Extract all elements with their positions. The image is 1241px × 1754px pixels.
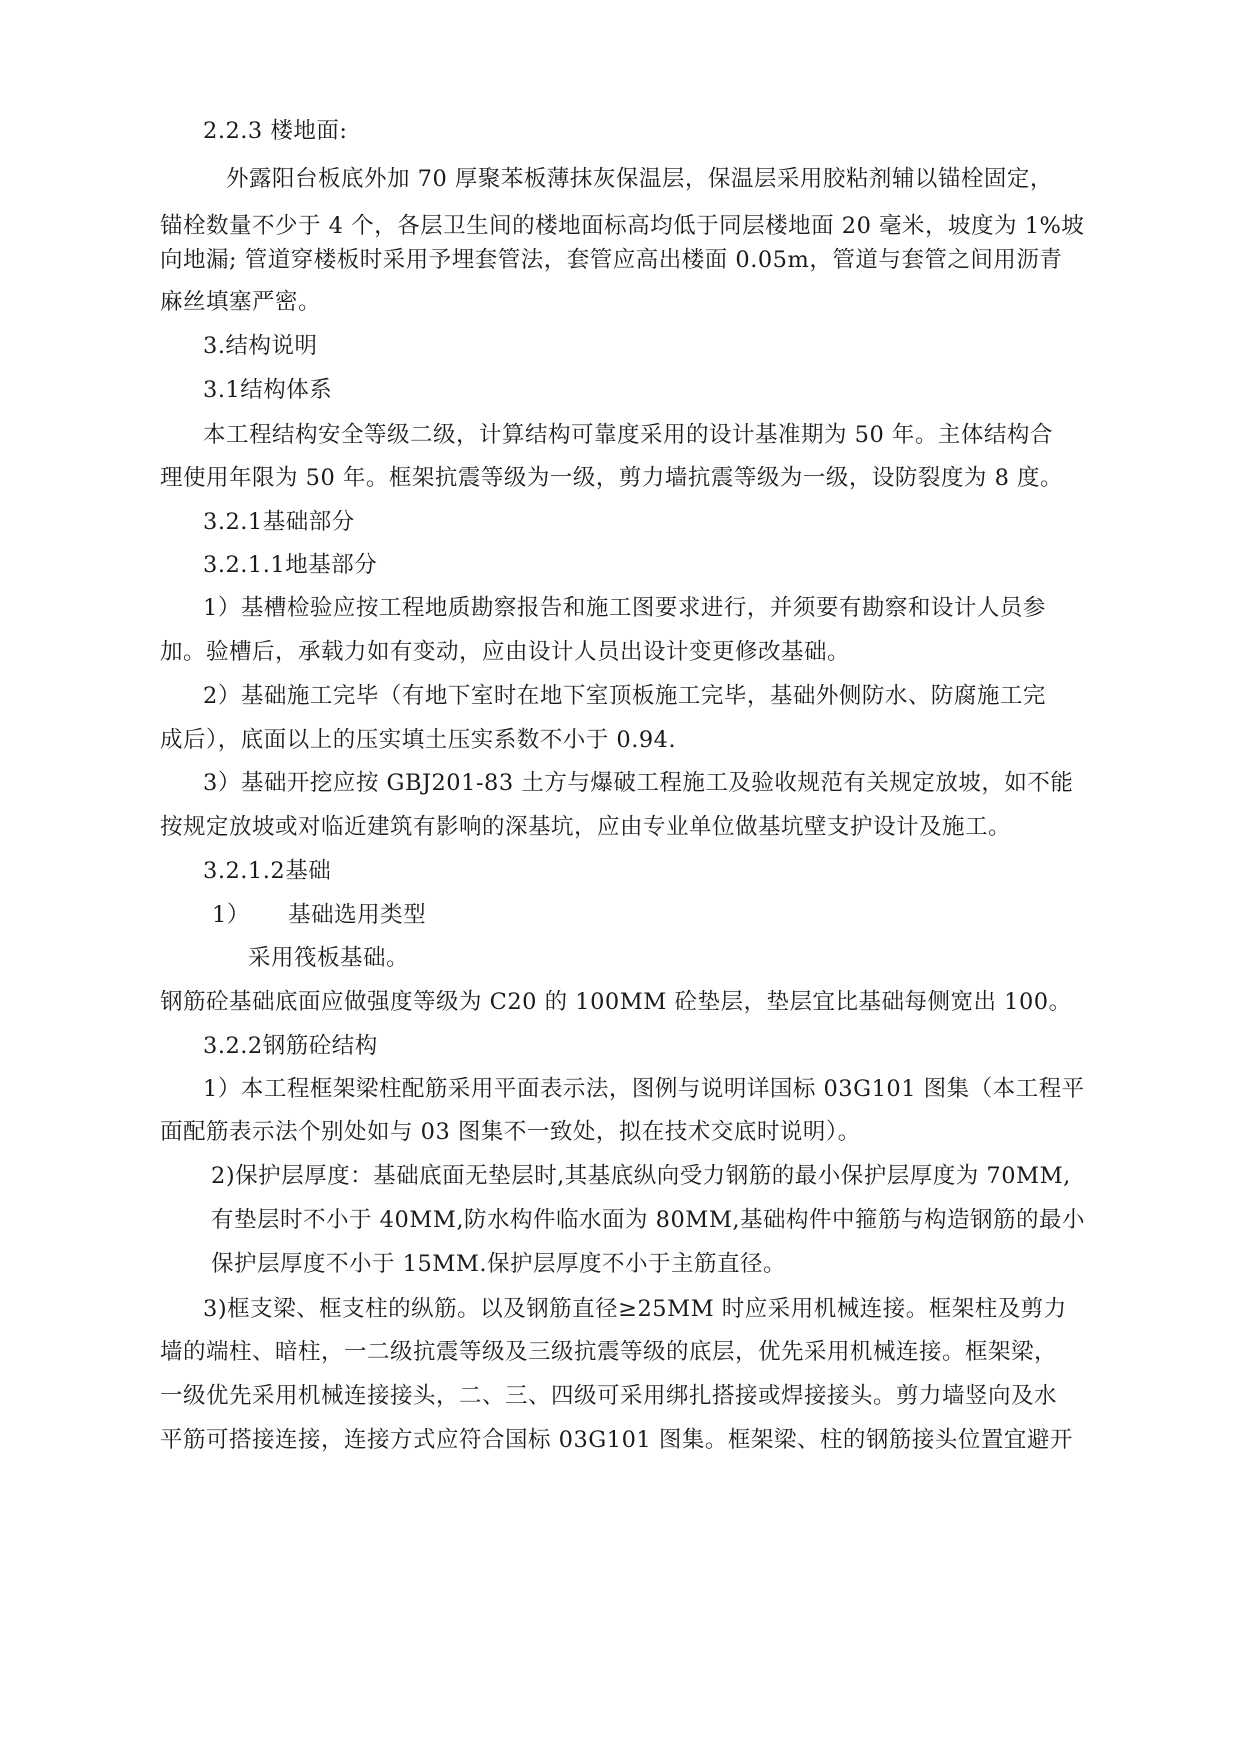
heading-2-2-3: 2.2.3 楼地面: (203, 118, 348, 144)
paragraph-line: 平筋可搭接连接，连接方式应符合国标 03G101 图集。框架梁、柱的钢筋接头位置宜避开 (160, 1427, 1073, 1453)
heading-3-2-1-1: 3.2.1.1地基部分 (203, 552, 378, 578)
paragraph-line: 2）基础施工完毕（有地下室时在地下室顶板施工完毕，基础外侧防水、防腐施工完 (203, 683, 1046, 709)
list-item-label: 1） 基础选用类型 (212, 902, 427, 928)
heading-3-2-2: 3.2.2钢筋砼结构 (203, 1033, 378, 1059)
paragraph-line: 2)保护层厚度：基础底面无垫层时,其基底纵向受力钢筋的最小保护层厚度为 70MM, (211, 1163, 1071, 1189)
paragraph-line: 成后），底面以上的压实填土压实系数不小于 0.94. (160, 727, 677, 753)
paragraph-line: 有垫层时不小于 40MM,防水构件临水面为 80MM,基础构件中箍筋与构造钢筋的最小 (211, 1207, 1086, 1233)
paragraph-line: 1）本工程框架梁柱配筋采用平面表示法，图例与说明详国标 03G101 图集（本工程平 (203, 1076, 1085, 1102)
paragraph-line: 保护层厚度不小于 15MM.保护层厚度不小于主筋直径。 (211, 1251, 787, 1277)
paragraph-line: 锚栓数量不少于 4 个，各层卫生间的楼地面标高均低于同层楼地面 20 毫米，坡度为 1%坡 (160, 213, 1085, 239)
paragraph-line: 采用筏板基础。 (248, 945, 410, 971)
paragraph-line: 本工程结构安全等级二级，计算结构可靠度采用的设计基准期为 50 年。主体结构合 (203, 422, 1053, 448)
heading-3: 3.结构说明 (203, 333, 318, 359)
heading-3-1: 3.1结构体系 (203, 377, 333, 403)
heading-3-2-1: 3.2.1基础部分 (203, 509, 355, 535)
paragraph-line: 加。验槽后，承载力如有变动，应由设计人员出设计变更修改基础。 (160, 639, 851, 665)
paragraph-line: 3)框支梁、框支柱的纵筋。以及钢筋直径≥25MM 时应采用机械连接。框架柱及剪力 (203, 1296, 1067, 1322)
paragraph-line: 按规定放坡或对临近建筑有影响的深基坑，应由专业单位做基坑壁支护设计及施工。 (160, 814, 1012, 840)
paragraph-line: 外露阳台板底外加 70 厚聚苯板薄抹灰保温层，保温层采用胶粘剂辅以锚栓固定， (226, 166, 1053, 192)
paragraph-line: 向地漏; 管道穿楼板时采用予埋套管法，套管应高出楼面 0.05m，管道与套管之间用沥青 (160, 247, 1063, 273)
paragraph-line: 钢筋砼基础底面应做强度等级为 C20 的 100MM 砼垫层，垫层宜比基础每侧宽出 100。 (160, 989, 1072, 1015)
paragraph-line: 理使用年限为 50 年。框架抗震等级为一级，剪力墙抗震等级为一级，设防裂度为 8 度。 (160, 465, 1064, 491)
heading-3-2-1-2: 3.2.1.2基础 (203, 858, 332, 884)
paragraph-line: 面配筋表示法个别处如与 03 图集不一致处，拟在技术交底时说明）。 (160, 1119, 861, 1145)
paragraph-line: 麻丝填塞严密。 (160, 289, 322, 315)
paragraph-line: 墙的端柱、暗柱，一二级抗震等级及三级抗震等级的底层，优先采用机械连接。框架梁， (160, 1339, 1058, 1365)
paragraph-line: 一级优先采用机械连接接头，二、三、四级可采用绑扎搭接或焊接接头。剪力墙竖向及水 (160, 1383, 1058, 1409)
paragraph-line: 1）基槽检验应按工程地质勘察报告和施工图要求进行，并须要有勘察和设计人员参 (203, 595, 1046, 621)
paragraph-line: 3）基础开挖应按 GBJ201-83 土方与爆破工程施工及验收规范有关规定放坡，如不能 (203, 770, 1074, 796)
